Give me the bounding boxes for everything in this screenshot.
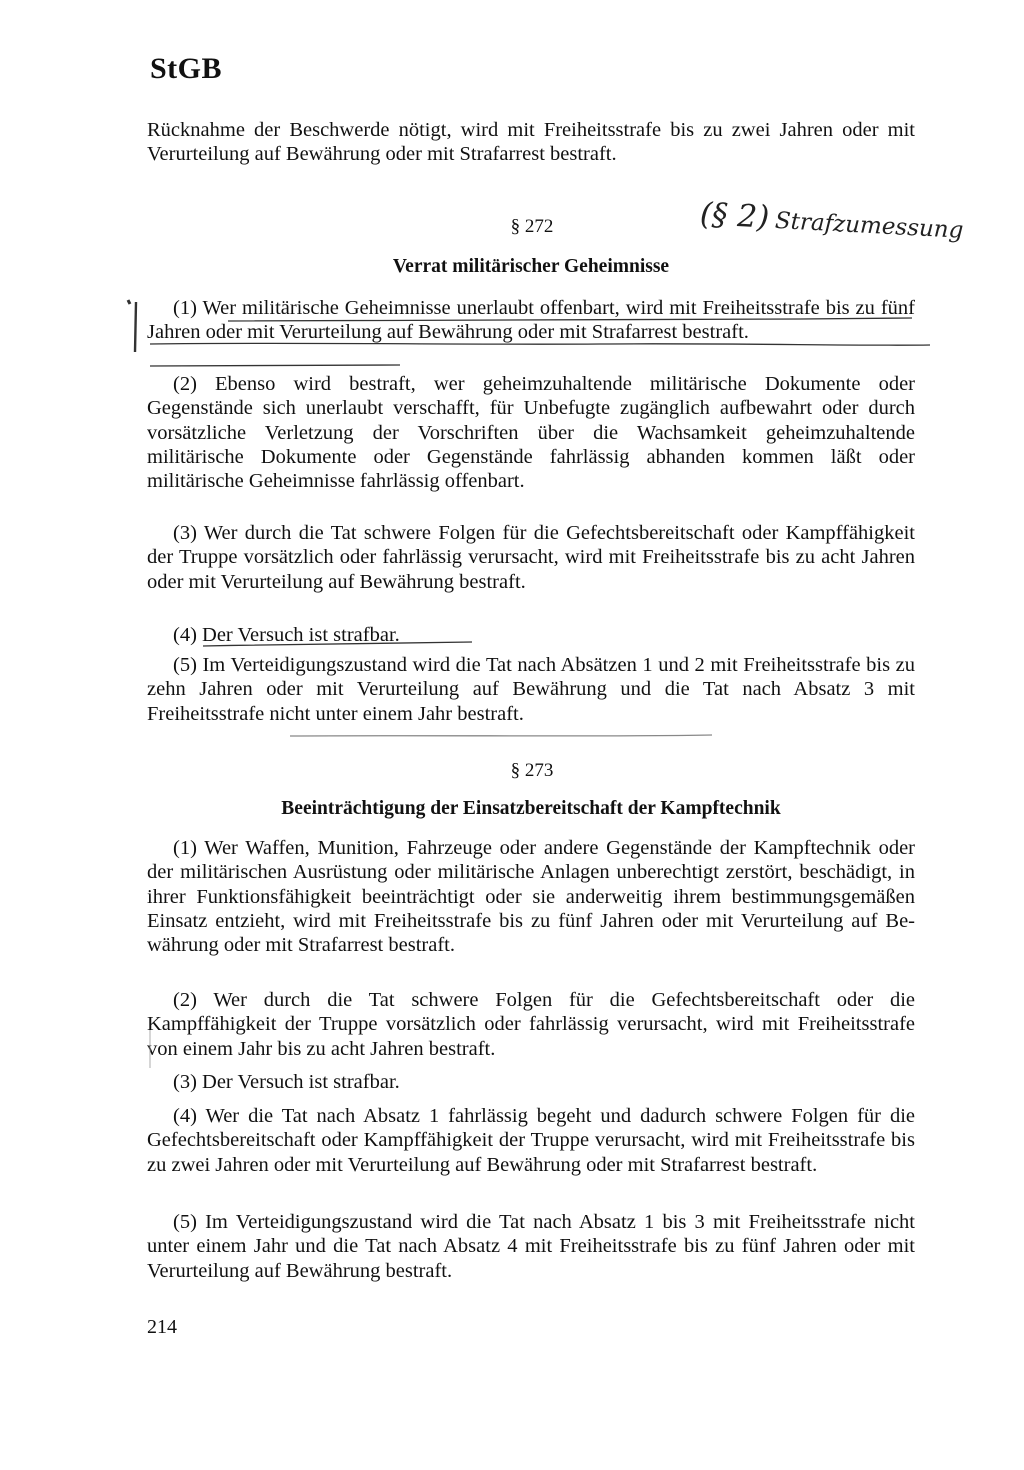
annotation-ref: (§ 2) — [699, 196, 771, 236]
s272-para-5: (5) Im Verteidigungszustand wird die Tat nach Absätzen 1 und 2 mit Freiheitsstrafe bis zu zehn Jahren oder mit Verurteilung auf Bewährung und die Tat nach Absatz 3 mit Freiheitsstrafe nicht unter einem Jahr bestraft. — [147, 654, 915, 725]
section-number-272: § 272 — [510, 216, 554, 237]
s273-para-4: (4) Wer die Tat nach Absatz 1 fahrlässig begeht und dadurch schwere Folgen für die Gefechtsbereitschaft oder Kampffähigkeit der Truppe verursacht, wird mit Freiheitsstrafe bis zu zwei Jahren oder mit Verurteilung auf Bewährung oder mit Strafarrest bestraft. — [147, 1105, 915, 1176]
s273-para-2: (2) Wer durch die Tat schwere Folgen für die Gefechtsbereitschaft oder die Kampffähigkeit der Truppe vorsätzlich oder fahrlässig verursacht, wird mit Freiheitsstrafe von einem Jahr bis zu acht Jahren bestraft. — [147, 989, 915, 1060]
annotation-word: Strafzumessung — [774, 207, 964, 244]
s273-para-3: (3) Der Versuch ist strafbar. — [173, 1071, 400, 1093]
underline-para1-line3 — [150, 365, 400, 366]
section-title-273: Beeinträchtigung der Einsatzbereitschaft der Kampftechnik — [281, 798, 781, 819]
s272-para-2: (2) Ebenso wird bestraft, wer geheimzuhaltende militärische Dokumente oder Gegenstände sich unerlaubt verschafft, für Unbefugte zugänglich aufbewahrt oder durch vorsätzliche Verletzung der Vorschriften über die Wachsamkeit geheimzuhaltende militärische Dokumente oder Gegenstände fahrlässig abhanden kommen läßt oder militärische Geheimnisse fahrlässig offenbart. — [147, 373, 915, 493]
margin-dot-mark — [128, 300, 130, 304]
s273-para-5: (5) Im Verteidigungszustand wird die Tat nach Absatz 1 bis 3 mit Freiheitsstrafe nicht unter einem Jahr und die Tat nach Absatz 4 mit Freiheitsstrafe bis zu fünf Jahren oder mit Verurteilung auf Bewährung bestraft. — [147, 1211, 915, 1282]
intro-paragraph: Rücknahme der Beschwerde nötigt, wird mit Freiheitsstrafe bis zu zwei Jahren oder mit Verurteilung auf Bewährung oder mit Strafarrest bestraft. — [147, 119, 915, 166]
s273-para-1: (1) Wer Waffen, Munition, Fahrzeuge oder andere Gegenstände der Kampftechnik oder der militärischen Ausrüstung oder militärische Anlagen unberechtigt zerstört, beschädigt, in ihrer Funktionsfähigkeit beeinträchtigt oder sie anderweitig ihrem bestimmungsgemäßen Einsatz entzieht, wird mit Freiheitsstrafe bis zu fünf Jahren oder mit Verurteilung auf Bewährung oder mit Strafarrest bestraft. — [147, 837, 915, 957]
s272-para-1: (1) Wer militärische Geheimnisse unerlaubt offenbart, wird mit Freiheitsstrafe bis zu fünf Jahren oder mit Verurteilung auf Bewährung oder mit Strafarrest bestraft. — [147, 297, 915, 344]
page-number: 214 — [147, 1316, 177, 1338]
margin-bar-mark — [135, 302, 136, 352]
section-number-273: § 273 — [510, 760, 554, 781]
s272-para-4: (4) Der Versuch ist strafbar. — [173, 624, 400, 646]
section-title-272: Verrat militärischer Geheimnisse — [392, 256, 670, 277]
rule-after-s272 — [290, 735, 712, 736]
s272-para-3: (3) Wer durch die Tat schwere Folgen für die Gefechtsbereitschaft oder Kampffähigkeit der Truppe vorsätzlich oder fahrlässig verursacht, wird mit Freiheitsstrafe bis zu acht Jahren oder mit Verurteilung auf Bewährung bestraft. — [147, 522, 915, 593]
handwritten-annotation — [699, 196, 964, 246]
page-header-title: StGB — [150, 52, 223, 85]
